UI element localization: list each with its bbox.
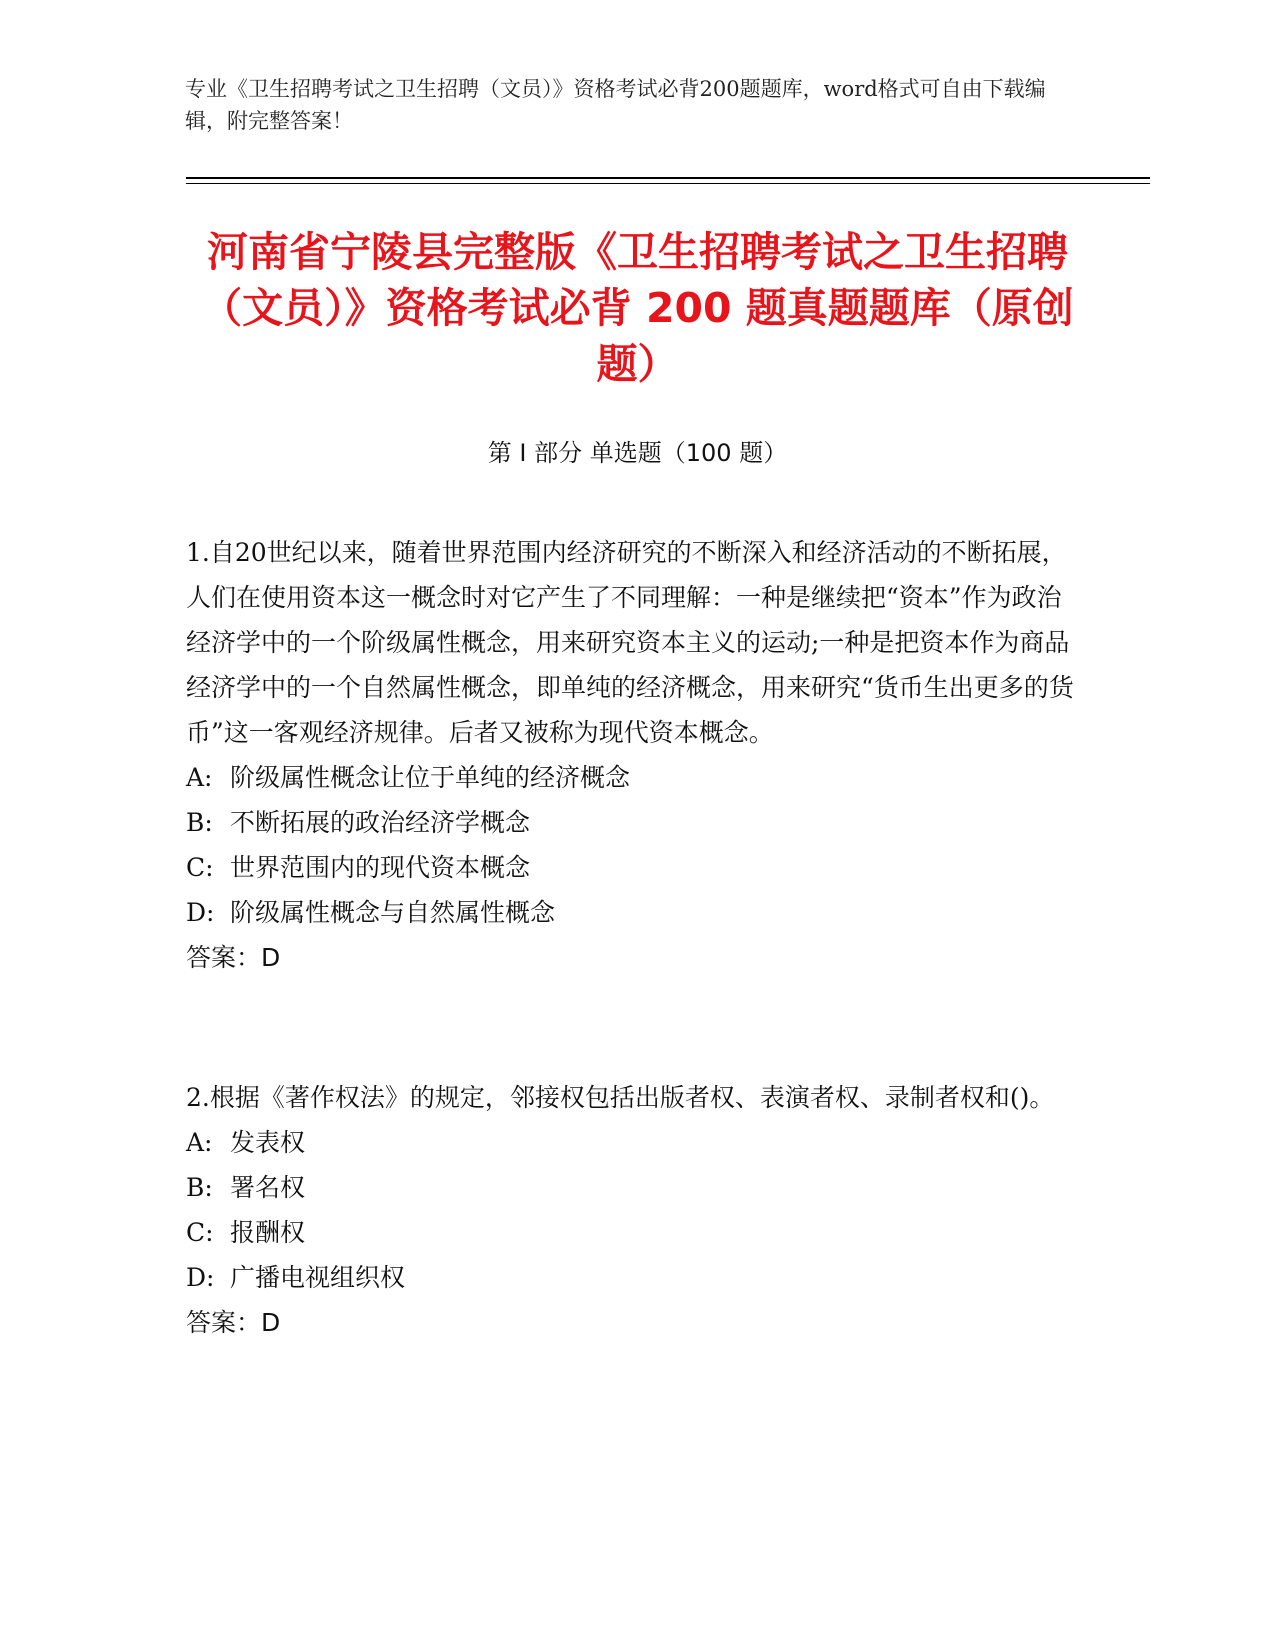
option-text: 署名权	[230, 1173, 306, 1202]
option-letter: B:	[186, 1173, 213, 1202]
option-d	[186, 890, 1076, 935]
option-text: 世界范围内的现代资本概念	[230, 853, 531, 882]
option-text: 阶级属性概念与自然属性概念	[230, 898, 556, 927]
answer-line: 答案：D	[186, 1308, 281, 1337]
option-letter: D:	[186, 1263, 215, 1292]
document-title: 河南省宁陵县完整版《卫生招聘考试之卫生招聘（文员）》资格考试必背 200 题真题题库（原创题）	[201, 228, 1074, 388]
option-letter: B:	[186, 808, 213, 837]
option-b	[186, 1165, 1076, 1210]
option-a	[186, 1120, 1076, 1165]
option-letter: C:	[186, 853, 214, 882]
option-letter: D:	[186, 898, 215, 927]
option-text: 报酬权	[230, 1218, 306, 1247]
option-letter: A:	[186, 763, 213, 792]
option-c	[186, 1210, 1076, 1255]
header-rule-thin	[186, 183, 1150, 184]
header-rule-thick	[186, 177, 1150, 179]
option-a	[186, 755, 1076, 800]
header-note: 专业《卫生招聘考试之卫生招聘（文员）》资格考试必背200题题库，word格式可自由下载编辑，附完整答案！	[185, 77, 1046, 133]
option-b	[186, 800, 1076, 845]
option-letter: A:	[186, 1128, 213, 1157]
question-1	[186, 530, 1076, 980]
option-letter: C:	[186, 1218, 214, 1247]
option-c	[186, 845, 1076, 890]
question-stem: 2.根据《著作权法》的规定，邻接权包括出版者权、表演者权、录制者权和()。	[186, 1083, 1055, 1112]
section-title: 第 I 部分 单选题（100 题）	[487, 439, 788, 467]
option-text: 发表权	[230, 1128, 306, 1157]
question-stem: 1.自20世纪以来，随着世界范围内经济研究的不断深入和经济活动的不断拓展，人们在使用资本这一概念时对它产生了不同理解：一种是继续把“资本”作为政治经济学中的一个阶级属性概念，用来研究资本主义的运动;一种是把资本作为商品经济学中的一个自然属性概念，即单纯的经济概念，用来研究“货币生出更多的货币”这一客观经济规律。后者又被称为现代资本概念。	[186, 538, 1074, 747]
answer-line: 答案：D	[186, 943, 281, 972]
option-text: 阶级属性概念让位于单纯的经济概念	[230, 763, 631, 792]
question-2	[186, 1075, 1076, 1345]
option-d	[186, 1255, 1076, 1300]
option-text: 广播电视组织权	[230, 1263, 406, 1292]
option-text: 不断拓展的政治经济学概念	[230, 808, 531, 837]
